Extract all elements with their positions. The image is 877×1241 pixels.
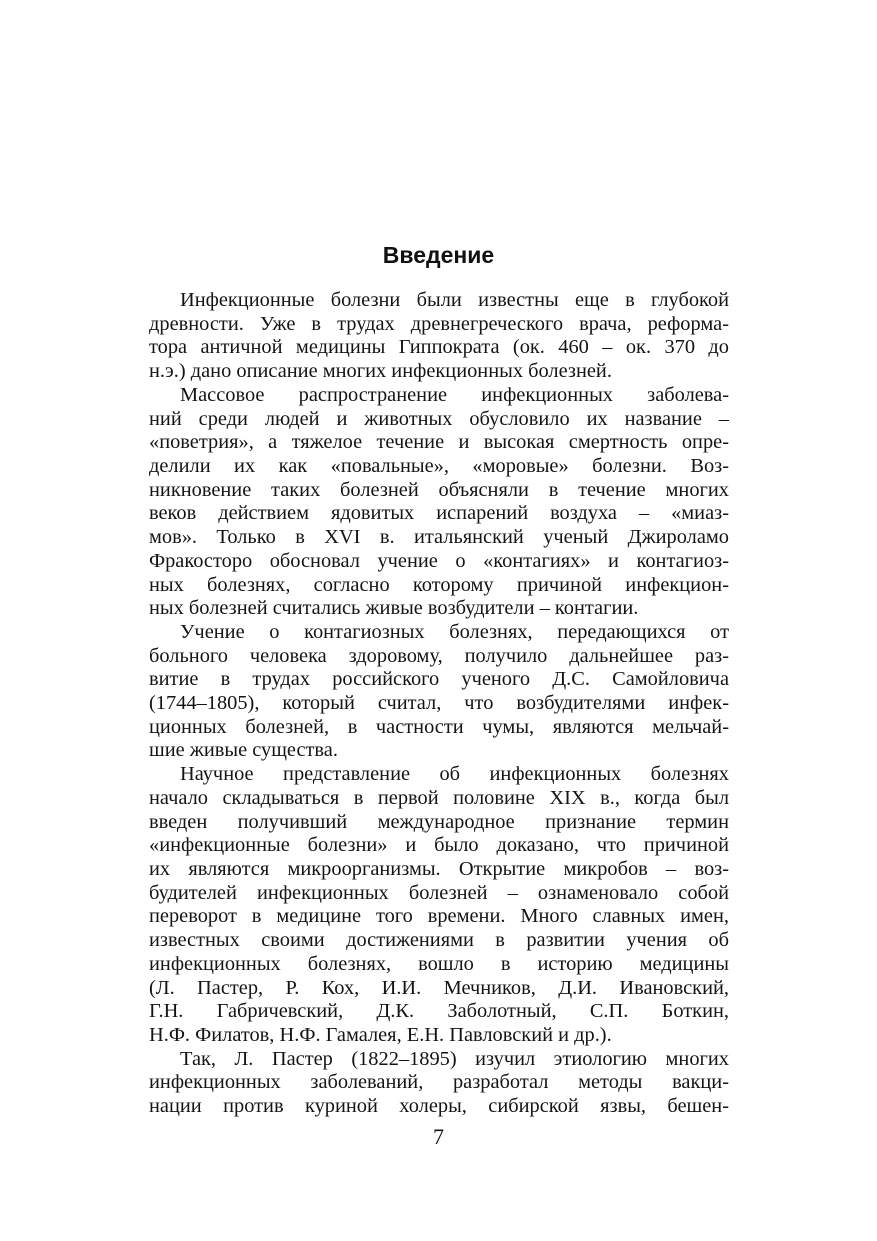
page-number: 7 — [433, 1124, 444, 1149]
paragraph-line: мов». Только в XVI в. итальянский ученый Джироламо — [149, 526, 729, 549]
paragraph-line: Массовое распространение инфекционных заболева- — [180, 383, 729, 406]
paragraph-line: ционных болезней, в частности чумы, являются мельчай- — [149, 715, 729, 738]
paragraph-line: Г.Н. Габричевский, Д.К. Заболотный, С.П. Боткин, — [149, 1000, 729, 1023]
paragraph-line: тора античной медицины Гиппократа (ок. 460 – ок. 370 до — [149, 336, 729, 359]
paragraph-line: нации против куриной холеры, сибирской язвы, бешен- — [149, 1095, 729, 1117]
paragraph-line: известных своими достижениями в развитии учения об — [149, 929, 729, 952]
paragraph-line: ных болезнях, согласно которому причиной инфекцион- — [149, 573, 729, 596]
paragraph-line: веков действием ядовитых испарений воздуха – «миаз- — [149, 502, 729, 525]
paragraph-line: «инфекционные болезни» и было доказано, что причиной — [149, 834, 729, 857]
paragraph-line: будителей инфекционных болезней – ознаменовало собой — [149, 881, 729, 904]
paragraph-line: витие в трудах российского ученого Д.С. Самойловича — [149, 668, 729, 691]
paragraph-line: Инфекционные болезни были известны еще в глубокой — [180, 289, 729, 311]
paragraph-line: инфекционных болезнях, вошло в историю медицины — [149, 952, 729, 975]
paragraph-line: введен получивший международное признание термин — [149, 810, 729, 833]
paragraph-line: Учение о контагиозных болезнях, передающихся от — [180, 620, 729, 643]
paragraph-line: (Л. Пастер, Р. Кох, И.И. Мечников, Д.И. Ивановский, — [149, 976, 729, 999]
paragraph-line: их являются микроорганизмы. Открытие микробов – воз- — [149, 857, 729, 880]
paragraph-line: больного человека здоровому, получило дальнейшее раз- — [149, 644, 729, 667]
paragraph-line: инфекционных заболеваний, разработал методы вакци- — [149, 1071, 729, 1094]
paragraph-line: ных болезней считались живые возбудители – контагии. — [149, 597, 639, 620]
paragraph-line: никновение таких болезней объясняли в течение многих — [149, 478, 729, 501]
paragraph-line: Фракосторо обосновал учение о «контагиях» и контагиоз- — [149, 549, 729, 572]
chapter-heading: Введение — [382, 242, 495, 268]
paragraph-line: «поветрия», а тяжелое течение и высокая смертность опре- — [149, 431, 729, 454]
paragraph-line: переворот в медицине того времени. Много славных имен, — [149, 905, 729, 928]
paragraph-line: н.э.) дано описание многих инфекционных болезней. — [149, 360, 612, 383]
paragraph-line: ний среди людей и животных обусловило их название – — [149, 407, 729, 430]
paragraph-line: Так, Л. Пастер (1822–1895) изучил этиологию многих — [180, 1047, 729, 1070]
paragraph-line: Н.Ф. Филатов, Н.Ф. Гамалея, Е.Н. Павловский и др.). — [149, 1023, 612, 1046]
paragraph-line: (1744–1805), который считал, что возбудителями инфек- — [149, 692, 729, 714]
paragraph-line: древности. Уже в трудах древнегреческого врача, реформа- — [149, 312, 729, 335]
paragraph-line: Научное представление об инфекционных болезнях — [180, 763, 729, 786]
paragraph-line: шие живые существа. — [149, 739, 338, 762]
paragraph-line: начало складываться в первой половине XIX в., когда был — [149, 786, 729, 809]
paragraph-line: делили их как «повальные», «моровые» болезни. Воз- — [149, 454, 729, 477]
